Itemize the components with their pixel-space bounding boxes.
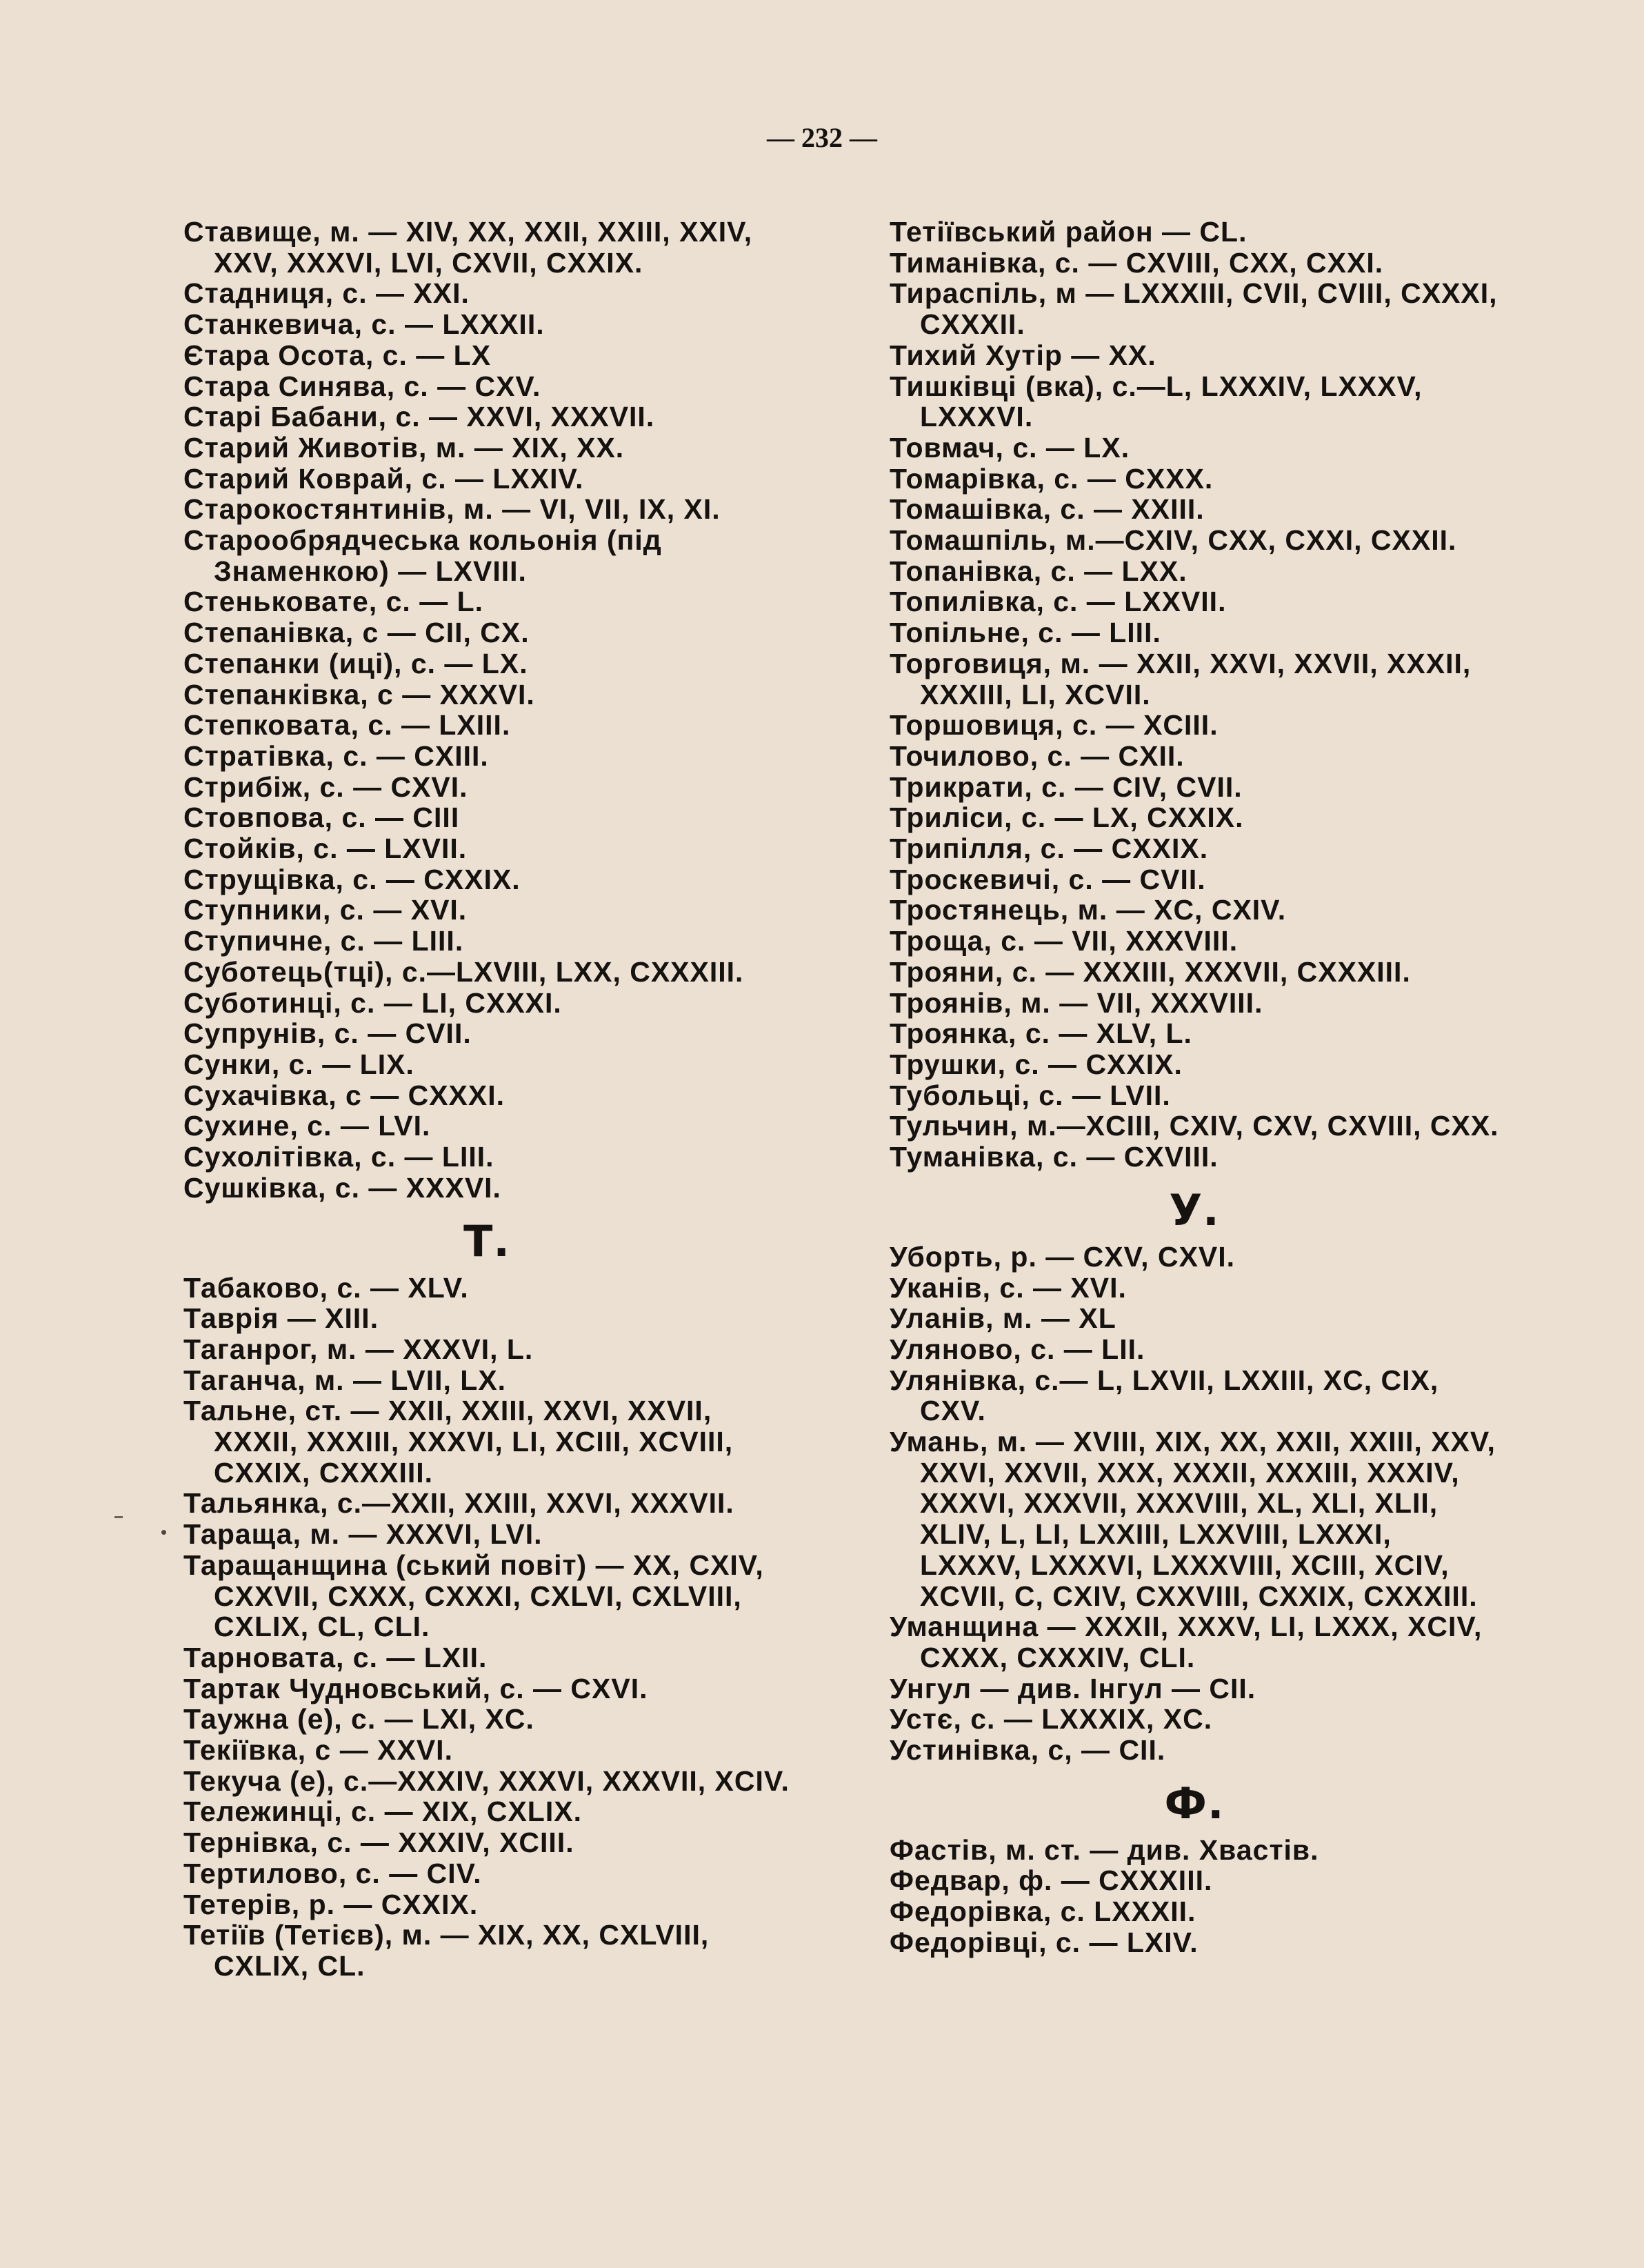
index-entry: Триліси, с. — LX, CXXIX. [890,802,1244,834]
section-letter-t: Т. [463,1215,510,1266]
index-entry: Троянка, с. — XLV, L. [890,1017,1192,1050]
index-entry: Уборть, р. — CXV, CXVI. [890,1240,1236,1273]
index-entry: Стрибіж, с. — CXVI. [183,770,468,803]
index-entry: Троскевичі, с. — CVII. [890,863,1206,895]
index-entry: Торшовиця, с. — XCIII. [890,709,1219,742]
index-entry: Тележинці, с. — XIX, CXLIX. [183,1796,582,1828]
margin-dot [161,1530,166,1535]
entries-f [890,1835,1499,1958]
index-entry: Стойків, с. — LXVII. [183,833,468,865]
section-letter-f: Ф. [1164,1778,1225,1829]
index-entry: Таганрог, м. — XXXVI, L. [183,1333,534,1365]
index-entry: Тиманівка, с. — CXVIII, CXX, CXXI. [890,246,1384,279]
index-entry: Тертилово, с. — CIV. [183,1857,482,1889]
index-entry: Устє, с. — LXXXIX, XC. [890,1703,1213,1735]
index-entry: Трояни, с. — XXXIII, XXXVII, CXXXIII. [890,955,1411,988]
index-entry: Улянівка, с.— L, LXVII, LXXIII, XC, CIX, CXV. [890,1364,1439,1427]
index-entry: Таврія — XIII. [183,1302,379,1335]
index-entry: Стовпова, с. — CIII [183,802,460,834]
index-entry: Тростянець, м. — XC, CXIV. [890,894,1287,926]
index-entry: Томашівка, с. — XXIII. [890,493,1205,526]
index-entry: Тараща, м. — XXXVI, LVI. [183,1518,543,1551]
index-entry: Станкевича, с. — LXXXII. [183,308,545,341]
index-entry: Тираспіль, м — LXXXIII, CVII, CVIII, CXXXI, CXXXII. [890,277,1498,341]
index-entry: Ставище, м. — XIV, XX, XXII, XXIII, XXIV, XXV, XXXVI, LVI, CXVII, CXXIX. [183,216,753,279]
index-entry: Тальянка, с.—XXII, XXIII, XXVI, XXXVII. [183,1487,734,1520]
index-entry: Трикрати, с. — CIV, CVII. [890,770,1243,803]
index-entry: Уляново, с. — LII. [890,1333,1145,1365]
entries-s [183,217,790,1204]
index-entry: Тетіївський район — CL. [890,216,1247,248]
index-entry: Сушківка, с. — XXXVI. [183,1171,501,1204]
index-entry: Трушки, с. — CXXIX. [890,1048,1183,1080]
page-number: — 232 — [767,122,877,153]
index-entry: Степковата, с. — LXIII. [183,709,511,742]
right-column [890,217,1499,1958]
index-entry: Суботинці, с. — LI, CXXXI. [183,986,562,1019]
index-entry: Супрунів, с. — CVII. [183,1017,472,1050]
index-entry: Таращанщина (ський повіт) — XX, CXIV, CXXVII, CXXX, CXXXI, CXLVI, CXLVIII, CXLIX, CL, CLI. [183,1549,764,1643]
index-entry: Степанківка, с — XXXVI. [183,678,535,710]
index-entry: Текуча (е), с.—XXXIV, XXXVI, XXXVII, XCIV. [183,1764,790,1797]
index-entry: Стадниця, с. — XXI. [183,277,470,310]
index-entry: Стара Синява, с. — CXV. [183,370,541,402]
index-entry: Ступичне, с. — LIII. [183,925,464,957]
index-entry: Сухолітівка, с. — LIII. [183,1141,494,1173]
index-entry: Трипілля, с. — CXXIX. [890,833,1209,865]
index-entry: Тетіїв (Тетієв), м. — XIX, XX, CXLVIII, CXLIX, CL. [183,1919,710,1982]
index-entry: Троща, с. — VII, XXXVIII. [890,925,1239,957]
index-entry: Струщівка, с. — CXXIX. [183,863,521,895]
index-entry: Умань, м. — XVIII, XIX, XX, XXII, XXIII, XXV, XXVI, XXVII, XXX, XXXII, XXXIII, XXXIV, XXXVI, XXXVII, XXXVIII, XL, XLI, XLII, XLIV, L, LI, LXXIII, LXXVIII, LXXXI, LXXXV, LXXXVI, LXXXVIII, XCIII, XCIV, XCVII, C, CXIV, CXXVIII, CXXIX, CXXXIII. [890,1426,1496,1612]
index-entry: Топільне, с. — LIII. [890,617,1161,649]
index-entry: Торговиця, м. — XXII, XXVI, XXVII, XXXII, XXXIII, LI, XCVII. [890,647,1472,710]
index-entry: Троянів, м. — VII, XXXVIII. [890,986,1263,1019]
index-entry: Уканів, с. — XVI. [890,1271,1127,1304]
index-entry: Фастів, м. ст. — див. Хвастів. [890,1833,1319,1866]
index-entry: Тубольці, с. — LVII. [890,1079,1171,1111]
index-entry: Єтара Осота, с. — LX [183,339,492,371]
index-entry: Старі Бабани, с. — XXVI, XXXVII. [183,401,655,433]
entries-t-continued [890,217,1499,1173]
index-entry: Томашпіль, м.—CXIV, CXX, CXXI, CXXII. [890,524,1457,557]
index-entry: Таганча, м. — LVII, LX. [183,1364,507,1396]
index-entry: Степанівка, с — CII, CX. [183,617,530,649]
index-entry: Таужна (е), с. — LXI, XC. [183,1703,534,1735]
index-entry: Сунки, с. — LIX. [183,1048,414,1080]
index-entry: Старий Животів, м. — XIX, XX. [183,431,625,464]
index-entry: Степанки (иці), с. — LX. [183,647,528,679]
index-entry: Тихий Хутір — XX. [890,339,1156,371]
entries-t [183,1273,790,1982]
index-entry: Туманівка, с. — CXVIII. [890,1141,1219,1173]
index-entry: Тернівка, с. — XXXIV, XCIII. [183,1827,574,1859]
index-entry: Табаково, с. — XLV. [183,1271,469,1304]
index-entry: Ступники, с. — XVI. [183,894,468,926]
index-entry: Текіївка, с — XXVI. [183,1734,453,1767]
section-letter-u: У. [1169,1184,1220,1235]
index-entry: Тульчин, м.—XCIII, CXIV, CXV, CXVIII, CXX. [890,1110,1499,1142]
index-entry: Старокостянтинів, м. — VI, VII, IX, XI. [183,493,721,526]
index-entry: Старий Коврай, с. — LXXIV. [183,462,584,495]
index-entry: Федорівка, с. LXXXII. [890,1896,1196,1928]
index-entry: Устинівка, с, — CII. [890,1734,1166,1767]
index-entry: Уланів, м. — XL [890,1302,1116,1335]
index-entry: Сухачівка, с — CXXXI. [183,1079,505,1111]
index-entry: Томарівка, с. — CXXX. [890,462,1214,495]
index-entry: Федвар, ф. — CXXXIII. [890,1864,1213,1897]
index-entry: Тишківці (вка), с.—L, LXXXIV, LXXXV, LXXXVI. [890,370,1423,433]
entries-u [890,1242,1499,1766]
index-entry: Федорівці, с. — LXIV. [890,1926,1199,1958]
index-entry: Старообрядчеська кольонія (під Знаменкою) — LXVIII. [183,524,662,587]
index-entry: Топанівка, с. — LXX. [890,555,1187,587]
index-entry: Стеньковате, с. — L. [183,586,484,618]
index-entry: Стратівка, с. — CXIII. [183,739,489,772]
margin-mark [114,1516,123,1518]
index-entry: Тартак Чудновський, с. — CXVI. [183,1672,648,1704]
index-entry: Точилово, с. — CXII. [890,739,1185,772]
index-entry: Топилівка, с. — LXXVII. [890,586,1227,618]
index-entry: Унгул — див. Інгул — CII. [890,1672,1256,1704]
index-entry: Товмач, с. — LX. [890,431,1130,464]
index-entry: Суботець(тці), с.—LXVIII, LXX, CXXXIII. [183,955,744,988]
index-entry: Сухине, с. — LVI. [183,1110,431,1142]
index-entry: Тарновата, с. — LXII. [183,1641,488,1673]
left-column [183,217,790,1982]
index-entry: Тальне, ст. — XXII, XXIII, XXVI, XXVII, XXXII, XXXIII, XXXVI, LI, XCIII, XCVIII, CXXIX, CXXXIII. [183,1395,734,1489]
index-entry: Тетерів, р. — CXXIX. [183,1888,479,1920]
index-entry: Уманщина — XXXII, XXXV, LI, LXXX, XCIV, CXXX, CXXXIV, CLI. [890,1611,1483,1673]
